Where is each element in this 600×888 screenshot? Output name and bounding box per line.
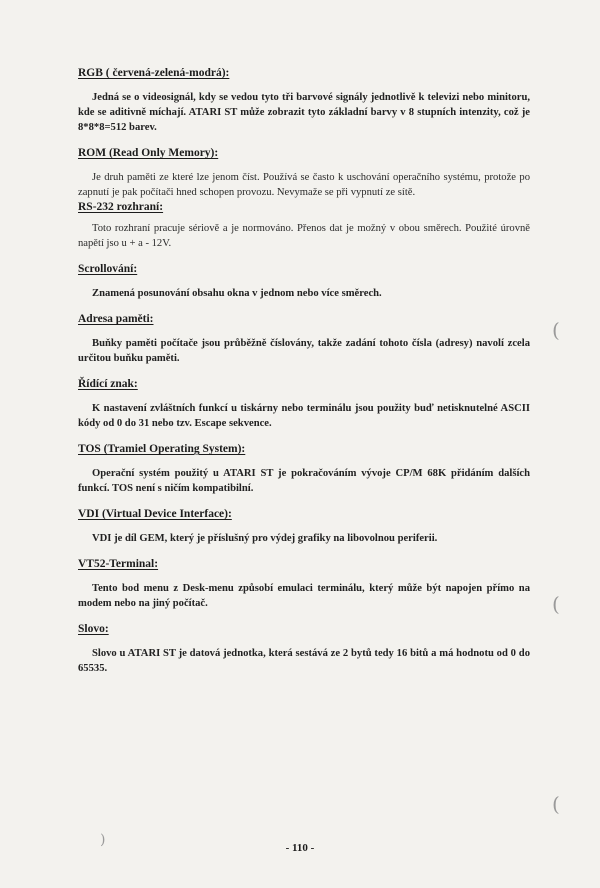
- definition: Jedná se o videosignál, kdy se vedou tyto tři barvové signály jednotlivě k televizi nebo minitoru, kde se aditivně míchají. ATARI ST může zobrazit tyto základní barvy v 8 stupních intenzity, což je 8*8*8=512 barev.: [78, 92, 530, 133]
- term: RGB ( červená-zelená-modrá):: [78, 67, 230, 79]
- entry-tos: [78, 442, 530, 496]
- entry-ridici-znak: [78, 377, 530, 431]
- definition: K nastavení zvláštních funkcí u tiskárny nebo terminálu jsou použity buď netisknutelné ASCII kódy od 0 do 31 nebo tzv. Escape sekvence.: [78, 403, 530, 429]
- margin-mark: (: [552, 592, 560, 616]
- term: VDI (Virtual Device Interface):: [78, 508, 232, 520]
- definition: VDI je díl GEM, který je příslušný pro výdej grafiky na libovolnou periferii.: [92, 533, 438, 544]
- term: Scrollování:: [78, 263, 138, 275]
- entry-vdi: [78, 507, 530, 546]
- entry-adresa-pameti: [78, 312, 530, 366]
- definition: Tento bod menu z Desk-menu způsobí emulaci terminálu, který může být napojen přímo na modem nebo na jiný počítač.: [78, 583, 530, 609]
- definition: Je druh paměti ze které lze jenom číst. Používá se často k uschování operačního systému, protože po zapnutí je pak počítači hned schopen provozu. Nevymaže se při vypnutí ze sítě.: [78, 172, 530, 198]
- entry-slovo: [78, 622, 530, 676]
- term: ROM (Read Only Memory):: [78, 147, 219, 159]
- entry-vt52: [78, 557, 530, 611]
- glossary: [78, 66, 530, 676]
- term: VT52-Terminal:: [78, 558, 159, 570]
- definition: Toto rozhraní pracuje sériově a je normováno. Přenos dat je možný v obou směrech. Použité úrovně napětí jso u + a - 12V.: [78, 223, 530, 249]
- term: Slovo:: [78, 623, 109, 635]
- entry-rgb: [78, 66, 530, 135]
- definition: Buňky paměti počítače jsou průběžně číslovány, takže zadání tohoto čísla (adresy) navolí zcela určitou buňku paměti.: [78, 338, 530, 364]
- definition: Slovo u ATARI ST je datová jednotka, která sestává ze 2 bytů tedy 16 bitů a má hodnotu od 0 do 65535.: [78, 648, 530, 674]
- margin-mark: (: [552, 318, 560, 342]
- page-number: - 110 -: [285, 842, 315, 854]
- entry-rs232: [78, 200, 530, 251]
- term: Řídící znak:: [78, 378, 138, 390]
- margin-mark: ): [100, 832, 106, 848]
- entry-scrollovani: [78, 262, 530, 301]
- entry-rom: [78, 146, 530, 200]
- term: RS-232 rozhraní:: [78, 201, 164, 213]
- definition: Znamená posunování obsahu okna v jednom nebo více směrech.: [92, 288, 382, 299]
- term: Adresa paměti:: [78, 313, 154, 325]
- term: TOS (Tramiel Operating System):: [78, 443, 246, 455]
- definition: Operační systém použitý u ATARI ST je pokračováním vývoje CP/M 68K přidáním dalších funkcí. TOS není s ničím kompatibilní.: [78, 468, 530, 494]
- margin-mark: (: [552, 792, 560, 816]
